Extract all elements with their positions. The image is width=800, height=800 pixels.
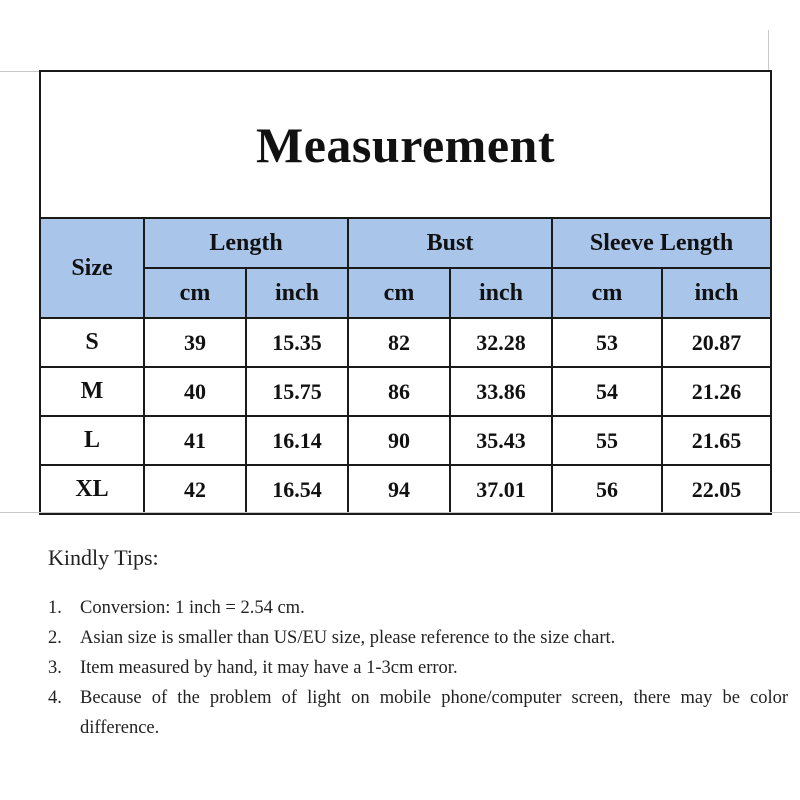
tips-list (48, 593, 788, 743)
table-cell: 32.28 (450, 318, 552, 367)
table-cell: 21.65 (662, 416, 771, 465)
list-text: Asian size is smaller than US/EU size, please reference to the size chart. (80, 628, 616, 648)
size-cell: M (40, 367, 144, 416)
list-item (48, 593, 788, 623)
table-cell: 16.14 (246, 416, 348, 465)
list-number: 4. (48, 688, 62, 708)
list-text: Conversion: 1 inch = 2.54 cm. (80, 598, 305, 618)
unit-header: cm (348, 268, 450, 318)
unit-header: inch (662, 268, 771, 318)
table-cell: 55 (552, 416, 662, 465)
size-cell: L (40, 416, 144, 465)
unit-header: inch (246, 268, 348, 318)
divider-line (0, 512, 800, 513)
page-title: Measurement (40, 71, 771, 218)
kindly-tips-section (48, 545, 788, 743)
table-cell: 16.54 (246, 465, 348, 514)
table-cell: 53 (552, 318, 662, 367)
table-row (40, 318, 771, 367)
list-text: Because of the problem of light on mobile phone/computer screen, there may be color difference. (80, 688, 788, 738)
table-cell: 21.26 (662, 367, 771, 416)
table-cell: 86 (348, 367, 450, 416)
unit-header: cm (552, 268, 662, 318)
table-cell: 41 (144, 416, 246, 465)
size-chart-table (39, 70, 772, 515)
divider-line (768, 30, 769, 72)
size-cell: S (40, 318, 144, 367)
list-text: Item measured by hand, it may have a 1-3cm error. (80, 658, 458, 678)
tips-heading: Kindly Tips: (48, 545, 159, 570)
table-cell: 22.05 (662, 465, 771, 514)
table-cell: 56 (552, 465, 662, 514)
table-cell: 33.86 (450, 367, 552, 416)
table-row (40, 416, 771, 465)
unit-header: inch (450, 268, 552, 318)
table-cell: 54 (552, 367, 662, 416)
list-item (48, 683, 788, 743)
list-number: 2. (48, 628, 62, 648)
list-number: 3. (48, 658, 62, 678)
table-cell: 20.87 (662, 318, 771, 367)
length-group-header: Length (144, 218, 348, 268)
table-cell: 35.43 (450, 416, 552, 465)
list-item (48, 653, 788, 683)
unit-header: cm (144, 268, 246, 318)
table-cell: 42 (144, 465, 246, 514)
list-number: 1. (48, 598, 62, 618)
table-cell: 15.35 (246, 318, 348, 367)
table-cell: 90 (348, 416, 450, 465)
table-cell: 39 (144, 318, 246, 367)
size-cell: XL (40, 465, 144, 514)
divider-line (0, 71, 40, 72)
table-row (40, 465, 771, 514)
table-cell: 82 (348, 318, 450, 367)
table-row (40, 367, 771, 416)
table-cell: 40 (144, 367, 246, 416)
sleeve-length-group-header: Sleeve Length (552, 218, 771, 268)
table-cell: 37.01 (450, 465, 552, 514)
table-cell: 94 (348, 465, 450, 514)
list-item (48, 623, 788, 653)
bust-group-header: Bust (348, 218, 552, 268)
table-cell: 15.75 (246, 367, 348, 416)
size-column-header: Size (40, 218, 144, 318)
